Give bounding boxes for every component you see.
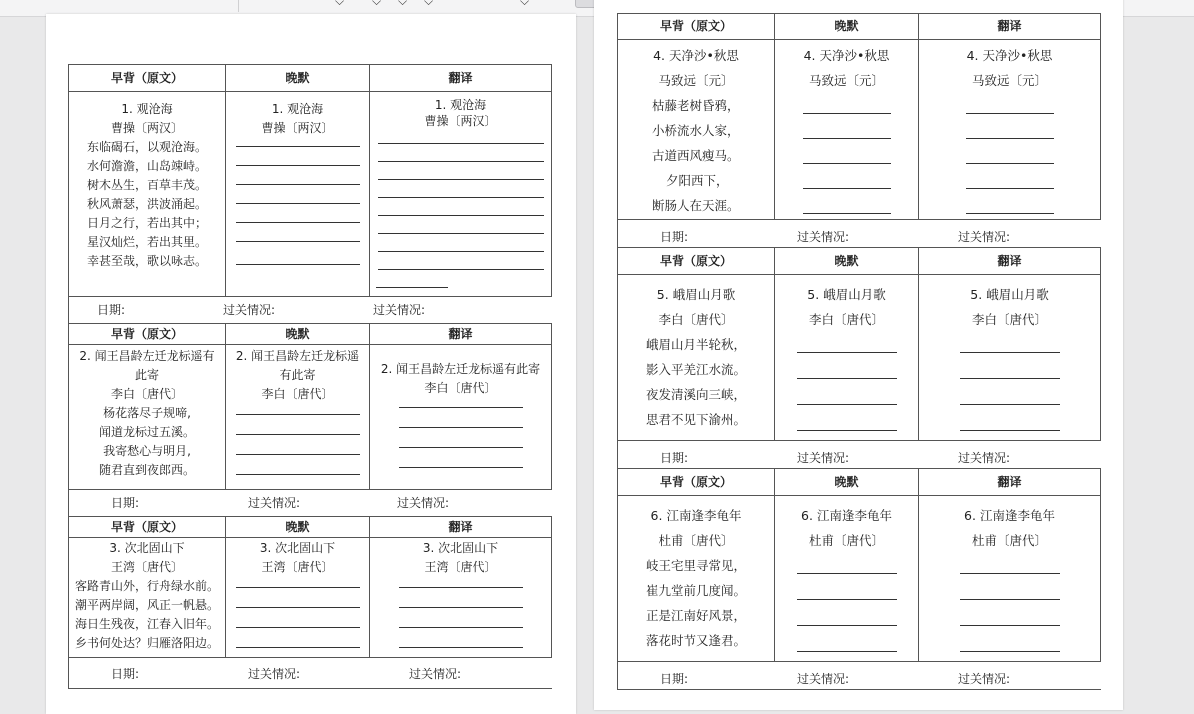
answer-blank[interactable] xyxy=(236,435,360,455)
answer-blank[interactable] xyxy=(378,144,544,162)
poem-title: 4. 天净沙•秋思 xyxy=(803,48,890,63)
status-label: 过关情况: xyxy=(223,303,276,317)
table-header-row xyxy=(618,469,1101,496)
poem-evening-cell xyxy=(775,496,919,662)
poem-line: 海日生残夜，江春入旧年。 xyxy=(74,617,219,631)
footer-cell xyxy=(69,297,552,324)
poem-line: 随君直到夜郎西。 xyxy=(98,463,195,477)
footer-row xyxy=(618,441,1101,469)
answer-blank[interactable] xyxy=(236,404,360,415)
document-page-right xyxy=(594,0,1123,710)
header-original: 早背（原文） xyxy=(618,469,775,496)
poem-line: 枯藤老树昏鸦， xyxy=(652,98,740,113)
answer-blank[interactable] xyxy=(960,332,1060,353)
status-label: 过关情况: xyxy=(373,303,426,317)
answer-blank[interactable] xyxy=(236,185,360,204)
header-evening: 晚默 xyxy=(226,324,370,345)
poem-original-cell xyxy=(69,345,226,490)
poem-evening-cell xyxy=(775,40,919,220)
poem-line: 东临碣石，以观沧海。 xyxy=(86,140,207,154)
header-evening: 晚默 xyxy=(226,65,370,92)
answer-blank[interactable] xyxy=(236,138,360,147)
answer-blank[interactable] xyxy=(797,626,897,652)
poem-evening-cell xyxy=(226,538,370,658)
header-original: 早背（原文） xyxy=(618,248,775,275)
poem-line: 夜发清溪向三峡， xyxy=(646,387,747,402)
answer-blank[interactable] xyxy=(376,270,448,288)
poem-title: 2. 闻王昌龄左迁龙标遥有此寄 xyxy=(380,362,541,376)
footer-row xyxy=(69,490,552,517)
answer-blank[interactable] xyxy=(966,114,1054,139)
poem-line: 我寄愁心与明月, xyxy=(103,444,191,458)
poem-line: 断肠人在天涯。 xyxy=(652,198,740,213)
toolbar-icon[interactable]: ⌵ xyxy=(372,0,382,8)
answer-blank[interactable] xyxy=(797,574,897,600)
header-translation: 翻译 xyxy=(919,248,1101,275)
poem-original-cell xyxy=(69,538,226,658)
poem-title: 1. 观沧海 xyxy=(434,98,487,112)
status-label: 过关情况: xyxy=(409,667,462,681)
poem-original-cell xyxy=(618,496,775,662)
table-header-row xyxy=(618,14,1101,40)
poem-line: 夕阳西下， xyxy=(666,173,729,188)
poem-line: 古道西风瘦马。 xyxy=(652,148,740,163)
answer-blank[interactable] xyxy=(378,216,544,234)
footer-cell xyxy=(69,658,552,689)
answer-blank[interactable] xyxy=(236,608,360,628)
footer-cell xyxy=(618,220,1101,248)
poem-line: 潮平两岸阔，风正一帆悬。 xyxy=(74,598,219,612)
answer-blank[interactable] xyxy=(960,574,1060,600)
poem-author: 王湾〔唐代〕 xyxy=(424,560,497,574)
poem-line: 树木丛生，百草丰茂。 xyxy=(86,178,207,192)
footer-row xyxy=(618,662,1101,690)
answer-blank[interactable] xyxy=(960,379,1060,405)
footer-row xyxy=(69,297,552,324)
answer-blank[interactable] xyxy=(797,379,897,405)
poem-author: 王湾〔唐代〕 xyxy=(110,560,183,574)
toolbar-icon[interactable]: ⌵ xyxy=(424,0,434,8)
answer-blank[interactable] xyxy=(960,553,1060,574)
table-header-row xyxy=(69,517,552,538)
answer-blank[interactable] xyxy=(399,398,523,408)
poem-line: 崔九堂前几度闻。 xyxy=(646,583,747,598)
poem-line: 星汉灿烂，若出其里。 xyxy=(86,235,207,249)
answer-blank[interactable] xyxy=(236,628,360,648)
header-translation: 翻译 xyxy=(370,324,552,345)
table-header-row xyxy=(618,248,1101,275)
poem-row xyxy=(618,275,1101,441)
answer-blank[interactable] xyxy=(399,628,523,648)
answer-blank[interactable] xyxy=(236,577,360,588)
header-original: 早背（原文） xyxy=(69,517,226,538)
poem-original-cell xyxy=(618,40,775,220)
header-evening: 晚默 xyxy=(775,248,919,275)
poem-line: 日月之行，若出其中； xyxy=(86,216,207,230)
answer-blank[interactable] xyxy=(399,408,523,428)
answer-blank[interactable] xyxy=(399,608,523,628)
status-label: 过关情况: xyxy=(797,672,850,686)
poem-original-cell xyxy=(618,275,775,441)
header-evening: 晚默 xyxy=(226,517,370,538)
footer-cell xyxy=(69,490,552,517)
poem-translation-cell xyxy=(919,275,1101,441)
date-label: 日期: xyxy=(111,667,140,681)
poem-title: 5. 峨眉山月歌 xyxy=(807,287,886,302)
answer-blank[interactable] xyxy=(803,164,891,189)
poem-author: 马致远〔元〕 xyxy=(808,73,884,88)
poem-line: 思君不见下渝州。 xyxy=(646,412,747,427)
status-label: 过关情况: xyxy=(958,672,1011,686)
poem-title: 3. 次北固山下 xyxy=(422,541,499,555)
poem-translation-cell xyxy=(919,40,1101,220)
poem-row xyxy=(618,40,1101,220)
poem-translation-cell xyxy=(370,345,552,490)
poem-title: 1. 观沧海 xyxy=(121,102,173,116)
poem-author: 杜甫〔唐代〕 xyxy=(971,533,1047,548)
header-original: 早背（原文） xyxy=(69,65,226,92)
poem-author: 王湾〔唐代〕 xyxy=(261,560,334,574)
header-translation: 翻译 xyxy=(919,469,1101,496)
answer-blank[interactable] xyxy=(236,166,360,185)
poem-line: 客路青山外，行舟绿水前。 xyxy=(74,579,219,593)
poem-title: 6. 江南逢李龟年 xyxy=(964,508,1055,523)
answer-blank[interactable] xyxy=(960,626,1060,652)
poem-title: 5. 峨眉山月歌 xyxy=(656,287,736,302)
poem-title: 4. 天净沙•秋思 xyxy=(966,48,1053,63)
header-original: 早背（原文） xyxy=(618,14,775,40)
poem-line: 秋风萧瑟，洪波涌起。 xyxy=(86,197,207,211)
status-label: 过关情况: xyxy=(248,496,301,510)
answer-blank[interactable] xyxy=(236,455,360,475)
answer-blank[interactable] xyxy=(378,252,544,270)
answer-blank[interactable] xyxy=(803,93,891,114)
table-header-row xyxy=(69,65,552,92)
header-evening: 晚默 xyxy=(775,14,919,40)
poem-evening-cell xyxy=(226,92,370,297)
answer-blank[interactable] xyxy=(236,223,360,242)
answer-blank[interactable] xyxy=(378,198,544,216)
answer-blank[interactable] xyxy=(378,162,544,180)
poem-evening-cell xyxy=(226,345,370,490)
header-translation: 翻译 xyxy=(370,517,552,538)
header-translation: 翻译 xyxy=(370,65,552,92)
toolbar-segment xyxy=(0,0,239,12)
toolbar-icon[interactable]: ⌵ xyxy=(398,0,408,8)
answer-blank[interactable] xyxy=(378,180,544,198)
poem-author: 李白〔唐代〕 xyxy=(808,312,884,327)
poem-line: 小桥流水人家， xyxy=(652,123,740,138)
answer-blank[interactable] xyxy=(797,600,897,626)
answer-blank[interactable] xyxy=(797,405,897,431)
status-label: 过关情况: xyxy=(248,667,301,681)
answer-blank[interactable] xyxy=(960,353,1060,379)
toolbar-icon[interactable]: ⌵ xyxy=(335,0,345,8)
poem-line: 闻道龙标过五溪。 xyxy=(98,425,195,439)
answer-blank[interactable] xyxy=(236,242,360,265)
answer-blank[interactable] xyxy=(399,577,523,588)
poem-author: 曹操〔两汉〕 xyxy=(261,121,334,135)
footer-cell xyxy=(618,662,1101,690)
poem-author: 曹操〔两汉〕 xyxy=(110,121,183,135)
status-label: 过关情况: xyxy=(797,230,850,244)
date-label: 日期: xyxy=(660,230,689,244)
status-label: 过关情况: xyxy=(797,451,850,465)
date-label: 日期: xyxy=(111,496,140,510)
answer-blank[interactable] xyxy=(236,415,360,435)
poem-author: 李白〔唐代〕 xyxy=(971,312,1047,327)
footer-cell xyxy=(618,441,1101,469)
poem-row xyxy=(69,538,552,658)
answer-blank[interactable] xyxy=(803,189,891,214)
answer-blank[interactable] xyxy=(399,588,523,608)
poem-author: 杜甫〔唐代〕 xyxy=(808,533,884,548)
answer-blank[interactable] xyxy=(960,600,1060,626)
header-translation: 翻译 xyxy=(919,14,1101,40)
poem-title: 5. 峨眉山月歌 xyxy=(970,287,1049,302)
poem-row xyxy=(69,345,552,490)
poem-title: 此寄 xyxy=(134,368,159,382)
poem-author: 杜甫〔唐代〕 xyxy=(658,533,734,548)
poem-title: 4. 天净沙•秋思 xyxy=(653,48,739,63)
poem-translation-cell xyxy=(370,92,552,297)
poem-row xyxy=(69,92,552,297)
table-header-row xyxy=(69,324,552,345)
poem-author: 李白〔唐代〕 xyxy=(110,387,183,401)
footer-row xyxy=(69,658,552,689)
answer-blank[interactable] xyxy=(236,204,360,223)
poem-author: 李白〔唐代〕 xyxy=(261,387,334,401)
poem-line: 影入平羌江水流。 xyxy=(646,362,747,377)
poem-line: 落花时节又逢君。 xyxy=(646,633,747,648)
poem-author: 马致远〔元〕 xyxy=(971,73,1047,88)
recitation-table-left xyxy=(68,64,552,689)
answer-blank[interactable] xyxy=(399,448,523,468)
answer-blank[interactable] xyxy=(378,129,544,144)
poem-row xyxy=(618,496,1101,662)
answer-blank[interactable] xyxy=(960,405,1060,431)
poem-title: 2. 闻王昌龄左迁龙标遥 xyxy=(235,349,360,363)
toolbar-icon[interactable]: ⌵ xyxy=(520,0,530,8)
date-label: 日期: xyxy=(660,672,689,686)
answer-blank[interactable] xyxy=(797,553,897,574)
poem-title: 1. 观沧海 xyxy=(271,102,324,116)
footer-row xyxy=(618,220,1101,248)
header-original: 早背（原文） xyxy=(69,324,226,345)
poem-author: 马致远〔元〕 xyxy=(658,73,734,88)
answer-blank[interactable] xyxy=(378,234,544,252)
poem-author: 李白〔唐代〕 xyxy=(658,312,734,327)
poem-title: 2. 闻王昌龄左迁龙标遥有 xyxy=(79,349,215,363)
recitation-table-right xyxy=(617,13,1101,690)
answer-blank[interactable] xyxy=(236,588,360,608)
poem-line: 岐王宅里寻常见， xyxy=(646,558,747,573)
poem-line: 乡书何处达？归雁洛阳边。 xyxy=(74,636,219,650)
poem-line: 正是江南好风景， xyxy=(646,608,747,623)
poem-author: 曹操〔两汉〕 xyxy=(424,114,497,128)
document-page-left xyxy=(46,14,576,714)
answer-blank[interactable] xyxy=(966,189,1054,214)
poem-translation-cell xyxy=(919,496,1101,662)
header-evening: 晚默 xyxy=(775,469,919,496)
answer-blank[interactable] xyxy=(803,139,891,164)
status-label: 过关情况: xyxy=(958,451,1011,465)
poem-title: 3. 次北固山下 xyxy=(109,541,185,555)
poem-title: 6. 江南逢李龟年 xyxy=(650,508,742,523)
poem-author: 李白〔唐代〕 xyxy=(424,381,497,395)
answer-blank[interactable] xyxy=(236,147,360,166)
answer-blank[interactable] xyxy=(803,114,891,139)
answer-blank[interactable] xyxy=(966,139,1054,164)
answer-blank[interactable] xyxy=(966,93,1054,114)
poem-line: 幸甚至哉，歌以咏志。 xyxy=(86,254,207,268)
date-label: 日期: xyxy=(97,303,126,317)
date-label: 日期: xyxy=(660,451,689,465)
poem-title: 3. 次北固山下 xyxy=(259,541,336,555)
poem-line: 峨眉山月半轮秋， xyxy=(646,337,747,352)
answer-blank[interactable] xyxy=(399,428,523,448)
poem-evening-cell xyxy=(775,275,919,441)
poem-title: 6. 江南逢李龟年 xyxy=(801,508,892,523)
poem-line: 杨花落尽子规啼, xyxy=(103,406,191,420)
answer-blank[interactable] xyxy=(966,164,1054,189)
status-label: 过关情况: xyxy=(958,230,1011,244)
poem-original-cell xyxy=(69,92,226,297)
answer-blank[interactable] xyxy=(797,353,897,379)
answer-blank[interactable] xyxy=(797,332,897,353)
poem-line: 水何澹澹，山岛竦峙。 xyxy=(86,159,207,173)
poem-translation-cell xyxy=(370,538,552,658)
status-label: 过关情况: xyxy=(397,496,450,510)
poem-title: 有此寄 xyxy=(279,368,316,382)
